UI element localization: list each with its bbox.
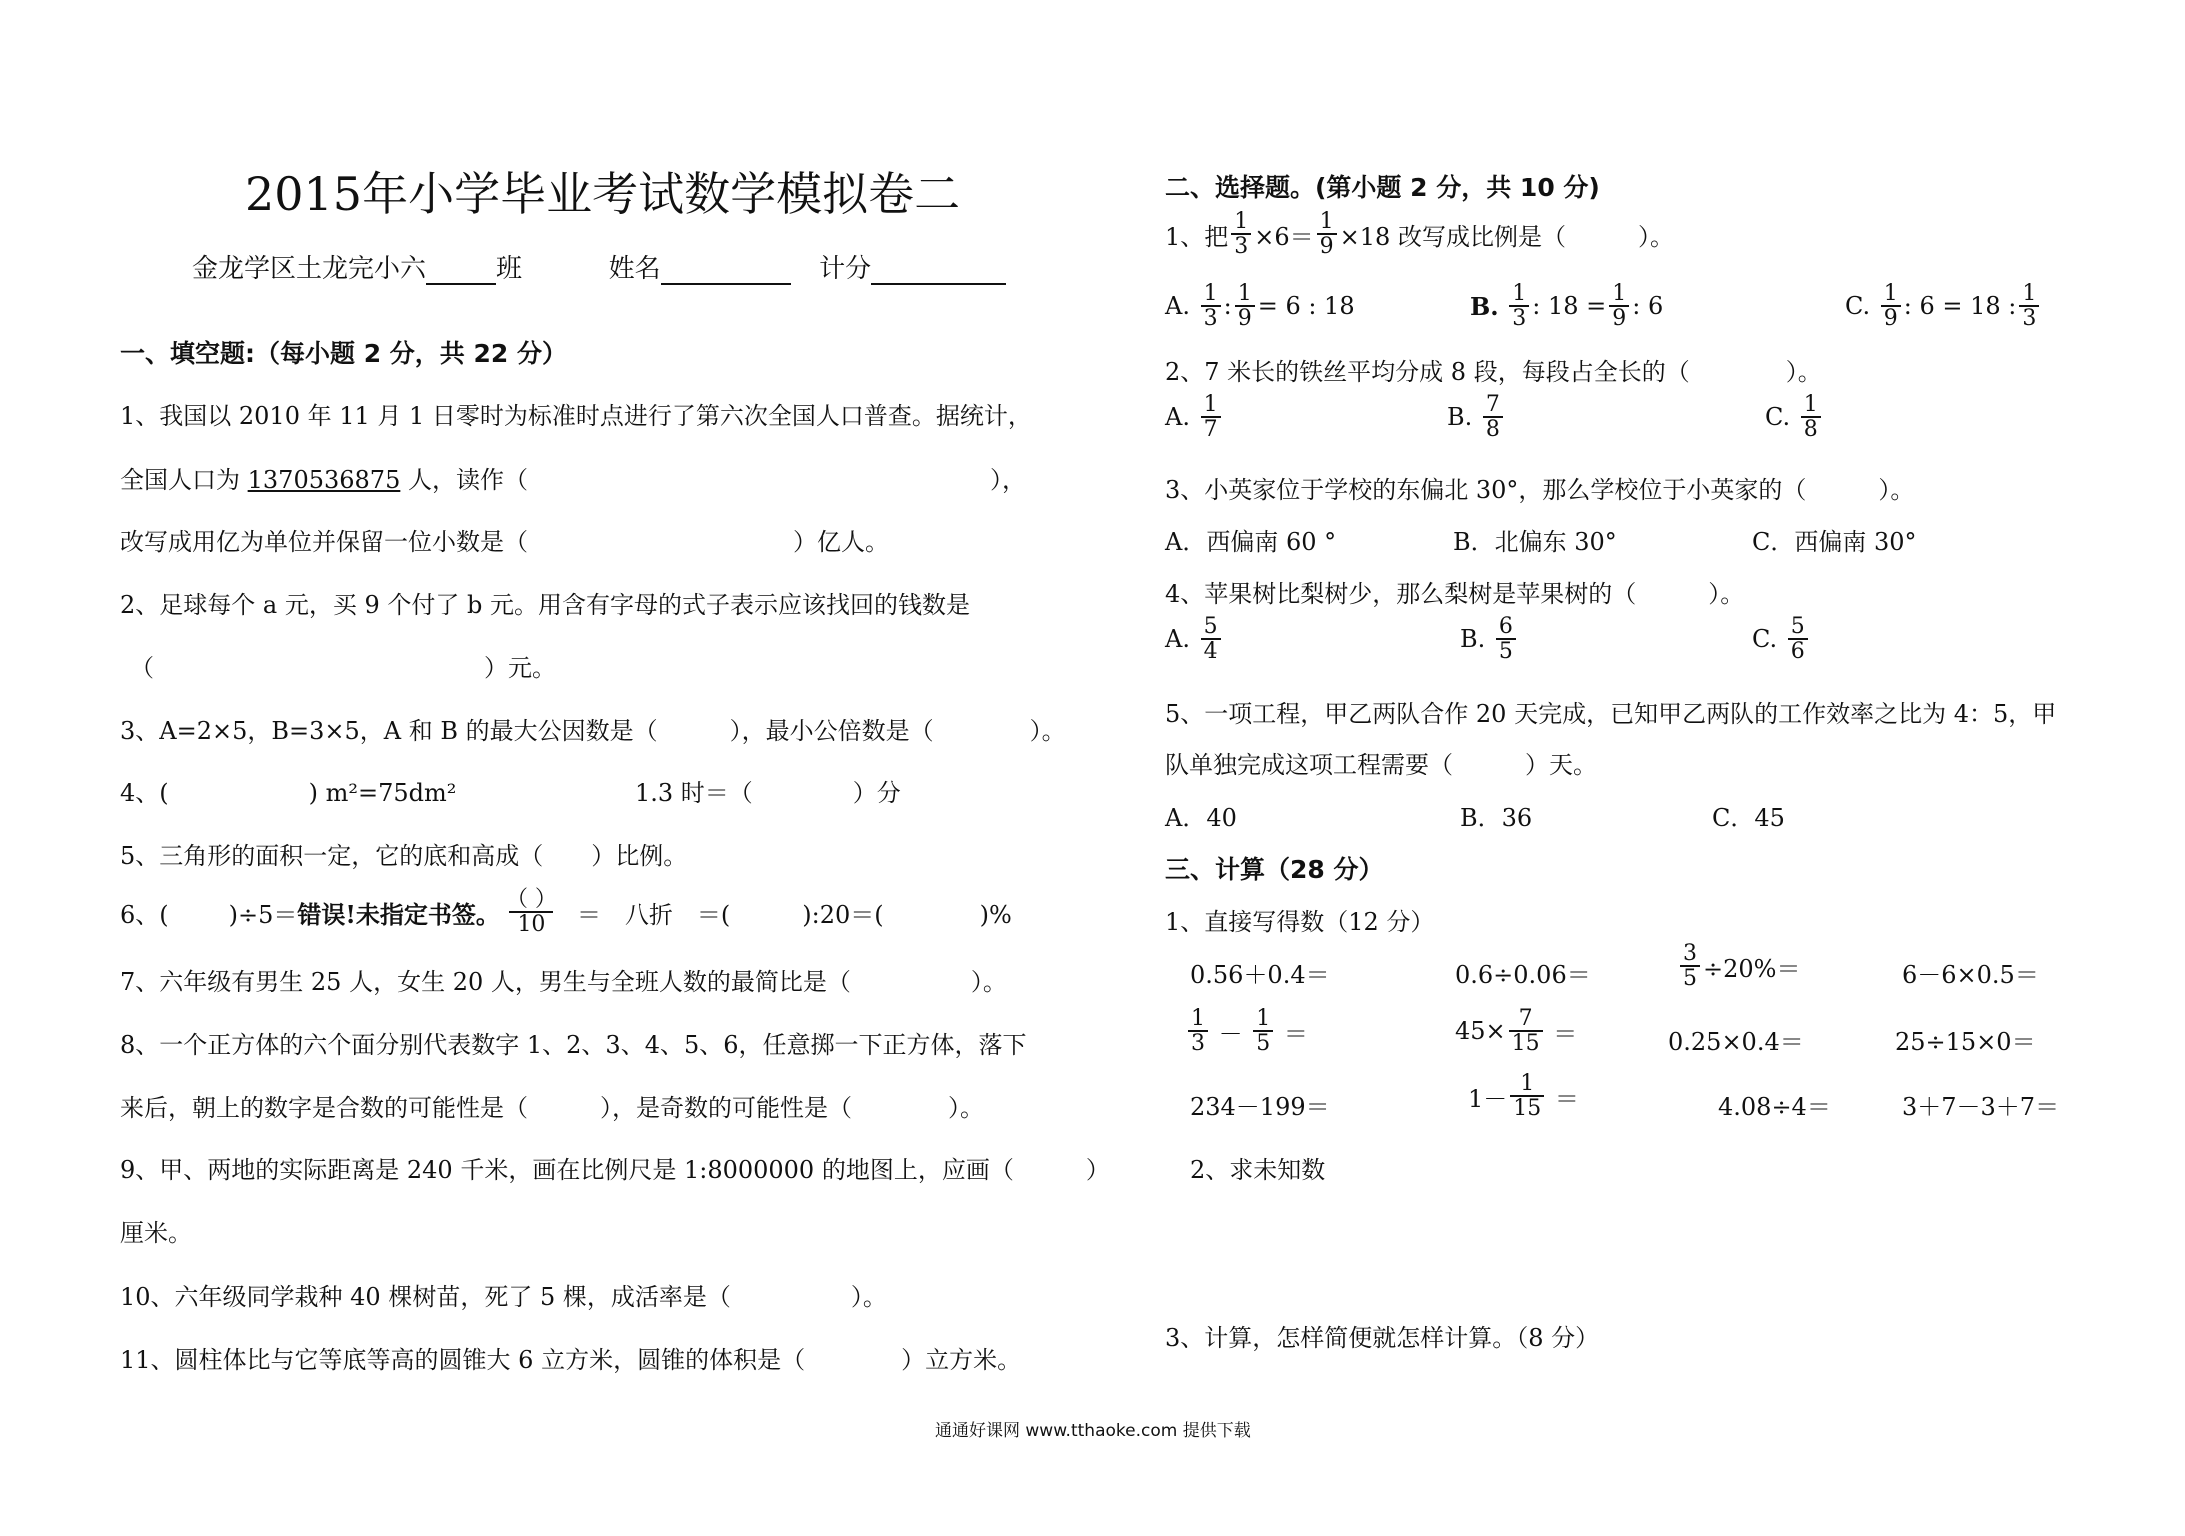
calc-1-4: 6－6×0.5＝ [1902,961,2039,989]
score-blank[interactable] [871,283,1006,285]
choice-4-option-c[interactable]: C. $\frac{5}{6}$ [1752,615,1811,663]
population-number: 1370536875 [247,466,401,494]
question-10: 10、六年级同学栽种 40 棵树苗，死了 5 棵，成活率是（ ）。 [120,1283,887,1311]
score-label: 计分 [819,254,872,284]
calc-2-2: 45× $\frac{7}{15}$ ＝ [1455,1006,1578,1057]
choice-3-option-a[interactable]: A．西偏南 60 ° [1165,528,1337,556]
choice-5-option-a[interactable]: A．40 [1165,804,1237,832]
question-7: 7、六年级有男生 25 人，女生 20 人，男生与全班人数的最简比是（ ）。 [120,968,1007,996]
section-2-heading: 二、选择题。(第小题 2 分，共 10 分) [1165,173,1600,202]
class-blank[interactable] [426,283,496,285]
question-9-line-2: 厘米。 [120,1219,192,1247]
class-suffix: 班 [496,254,523,284]
calc-3-3: 4.08÷4＝ [1718,1093,1831,1121]
choice-question-2: 2、7 米长的铁丝平均分成 8 段，每段占全长的（ ）。 [1165,358,1822,386]
question-1-line-2-end: ）， [990,466,1026,494]
choice-1-option-c[interactable]: C. $\frac{1}{9}$ : 6 = 18 : $\frac{1}{3}$ [1845,282,2042,330]
section-3-heading: 三、计算（28 分） [1165,855,1384,884]
school-label: 金龙学区土龙完小六 [192,254,427,284]
question-8-line-2: 来后，朝上的数字是合数的可能性是（ ），是奇数的可能性是（ ）。 [120,1094,984,1122]
choice-question-4: 4、苹果树比梨树少，那么梨树是苹果树的（ ）。 [1165,580,1745,608]
choice-2-option-b[interactable]: B. $\frac{7}{8}$ [1447,393,1506,441]
question-5: 5、三角形的面积一定，它的底和高成（ ）比例。 [120,842,688,870]
choice-5-option-b[interactable]: B．36 [1460,804,1533,832]
student-info-line [192,248,1006,285]
choice-4-option-a[interactable]: A. $\frac{5}{4}$ [1165,615,1224,663]
calc-3-2: 1－ $\frac{1}{15}$ ＝ [1468,1071,1579,1122]
choice-3-option-c[interactable]: C．西偏南 30° [1752,528,1917,556]
question-9-line-1: 9、甲、两地的实际距离是 240 千米，画在比例尺是 1:8000000 的地图上，应画（ ） [120,1156,1110,1184]
question-4-time: 1.3 时＝（ ）分 [635,779,901,807]
question-8-line-1: 8、一个正方体的六个面分别代表数字 1、2、3、4、5、6，任意掷一下正方体，落下 [120,1031,1027,1059]
question-1-line-2: 全国人口为 1370536875 人，读作（ [120,466,528,494]
section-1-heading: 一、填空题:（每小题 2 分，共 22 分） [120,339,567,368]
calc-1-3: $\frac{3}{5}$ ÷20%＝ [1677,942,1800,990]
calc-2-1: $\frac{1}{3}$ － $\frac{1}{5}$ ＝ [1185,1007,1308,1055]
calc-1-1: 0.56＋0.4＝ [1190,961,1330,989]
error-bookmark-text: 错误!未指定书签。 [297,899,500,929]
choice-1-option-b[interactable]: B. $\frac{1}{3}$ : 18 = $\frac{1}{9}$ : 6 [1470,281,1664,332]
choice-question-5-line-1: 5、一项工程，甲乙两队合作 20 天完成，已知甲乙两队的工作效率之比为 4：5，甲 [1165,700,2057,728]
choice-question-3: 3、小英家位于学校的东偏北 30°，那么学校位于小英家的（ ）。 [1165,476,1915,504]
fraction-blank-over-10: $\frac{( )}{10}$ [505,887,557,938]
choice-2-option-a[interactable]: A. $\frac{1}{7}$ [1165,393,1224,441]
calc-3-4: 3＋7－3＋7＝ [1902,1093,2060,1121]
question-2-line-1: 2、足球每个 a 元，买 9 个付了 b 元。用含有字母的式子表示应该找回的钱数是 [120,591,970,619]
choice-2-option-c[interactable]: C. $\frac{1}{8}$ [1765,393,1824,441]
calc-3-1: 234－199＝ [1190,1093,1330,1121]
choice-4-option-b[interactable]: B. $\frac{6}{5}$ [1460,615,1519,663]
footer-text: 通通好课网 www.tthaoke.com 提供下载 [935,1421,1251,1441]
choice-question-5-line-2: 队单独完成这项工程需要（ ）天。 [1165,751,1597,779]
question-2-line-2: （ ）元。 [130,654,556,682]
question-4: 4、( ) m²=75dm² [120,779,457,807]
question-3: 3、A=2×5，B=3×5，A 和 B 的最大公因数是（ ），最小公倍数是（ ）。 [120,717,1066,745]
page-title: 2015年小学毕业考试数学模拟卷二 [245,167,961,221]
calc-sub-2: 2、求未知数 [1190,1156,1326,1184]
calc-sub-1: 1、直接写得数（12 分） [1165,908,1435,936]
choice-1-option-a[interactable]: A. $\frac{1}{3}$ : $\frac{1}{9}$ = 6 : 18 [1165,281,1355,332]
calc-sub-3: 3、计算，怎样简便就怎样计算。（8 分） [1165,1324,1600,1352]
calc-1-2: 0.6÷0.06＝ [1455,961,1591,989]
name-blank[interactable] [661,283,791,285]
question-1-line-3: 改写成用亿为单位并保留一位小数是（ ）亿人。 [120,528,889,556]
choice-3-option-b[interactable]: B．北偏东 30° [1453,528,1617,556]
choice-question-1: 1、把 $\frac{1}{3}$ ×6＝ $\frac{1}{9}$ ×18 改写成比例是（ ）。 [1165,209,1674,260]
choice-5-option-c[interactable]: C．45 [1712,804,1785,832]
question-1-line-1: 1、我国以 2010 年 11 月 1 日零时为标准时点进行了第六次全国人口普查。据统计， [120,402,1032,430]
calc-2-4: 25÷15×0＝ [1895,1028,2036,1056]
question-6: 6、( )÷5＝ 错误!未指定书签。 $\frac{( )}{10}$ ＝ 八折 ＝( ):20＝( )% [120,887,1012,938]
question-11: 11、圆柱体比与它等底等高的圆锥大 6 立方米，圆锥的体积是（ ）立方米。 [120,1346,1022,1374]
name-label: 姓名 [608,254,661,284]
calc-2-3: 0.25×0.4＝ [1668,1028,1804,1056]
